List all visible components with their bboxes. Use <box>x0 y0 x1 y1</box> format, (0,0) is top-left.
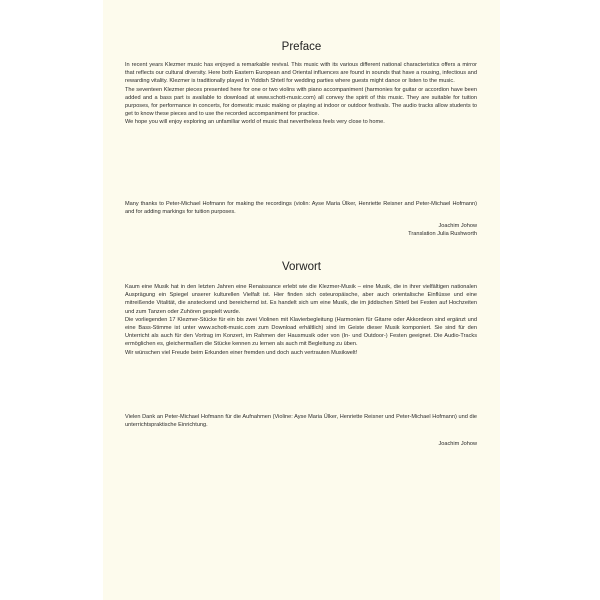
vorwort-author: Joachim Johow <box>438 441 477 447</box>
preface-paragraph: We hope you will enjoy exploring an unfamiliar world of music that nevertheless feels very close to home. <box>125 119 385 126</box>
vorwort-title: Vorwort <box>282 261 321 273</box>
vorwort-paragraph: Wir wünschen viel Freude beim Erkunden einer fremden und doch auch vertrauten Musikwelt! <box>125 349 358 356</box>
vorwort-thanks-text: Vielen Dank an Peter-Michael Hofmann für die Aufnahmen (Violine: Ayse Maria Ülker, Henriette Reisner und Peter-Michael Hofmann) und die unterrichtspraktische Einrichtung. <box>125 414 477 429</box>
vorwort-thanks <box>125 413 477 429</box>
vorwort-paragraph: Kaum eine Musik hat in den letzten Jahren eine Renaissance erlebt wie die Klezmer-Musik – eine Musik, die in ihrer vielfältigen nationalen Ausprägung ein Spiegel unserer kulturellen Vielfalt ist. Hier finden sich osteuropäische, aber auch orientalische Einflüsse und eine mitreißende Vitalität, die ansteckend und bereichernd ist. Es handelt sich um eine Musik, die im jiddischen Shtetl bei Festen auf Hochzeiten und zum Tanzen oder Zuhören gespielt wurde. <box>125 284 477 315</box>
preface-thanks-text: Many thanks to Peter-Michael Hofmann for making the recordings (violin: Ayse Maria Ülker, Henriette Reisner and Peter-Michael Hofmann) and for adding markings for tuition purposes. <box>125 201 477 216</box>
preface-author: Joachim Johow <box>438 223 477 229</box>
preface-title: Preface <box>281 41 322 53</box>
vorwort-body <box>125 283 477 357</box>
document-page <box>103 0 500 600</box>
preface-translator: Translation Julia Rushworth <box>408 231 477 237</box>
preface-paragraph: In recent years Klezmer music has enjoyed a remarkable revival. This music with its various different national characteristics offers a mirror that reflects our cultural diversity. Here both Eastern European and Oriental influences are found in sounds that have a rousing, infectious and rewarding vitality. Klezmer is traditionally played in Yiddish Shtetl for wedding parties where guests might dance or listen to the music. <box>125 62 477 85</box>
preface-body <box>125 61 477 127</box>
vorwort-paragraph: Die vorliegenden 17 Klezmer-Stücke für ein bis zwei Violinen mit Klavierbegleitung (Harmonien für Gitarre oder Akkordeon sind ergänzt und eine Bass-Stimme ist unter www.schott-music.com zum Download erhältlich) sind im Geiste dieser Musik komponiert. Sie sind für den Unterricht als auch für den Vortrag im Konzert, im Rahmen der Hausmusik oder von (In- und Outdoor-) Festen geeignet. Die Audio-Tracks ermöglichen es, gleichermaßen die Stücke kennen zu lernen als auch mit Begleitung zu üben. <box>125 316 477 348</box>
preface-paragraph: The seventeen Klezmer pieces presented here for one or two violins with piano accompaniment (harmonies for guitar or accordion have been added and a bass part is available to download at www.schott-music.com) all convey the spirit of this music. They are suitable for tuition purposes, for performance in concerts, for domestic music making or playing at indoor or outdoor festivals. The audio tracks allow students to get to know these pieces and to use the recorded accompaniment for practice. <box>125 86 477 118</box>
preface-thanks <box>125 200 477 216</box>
